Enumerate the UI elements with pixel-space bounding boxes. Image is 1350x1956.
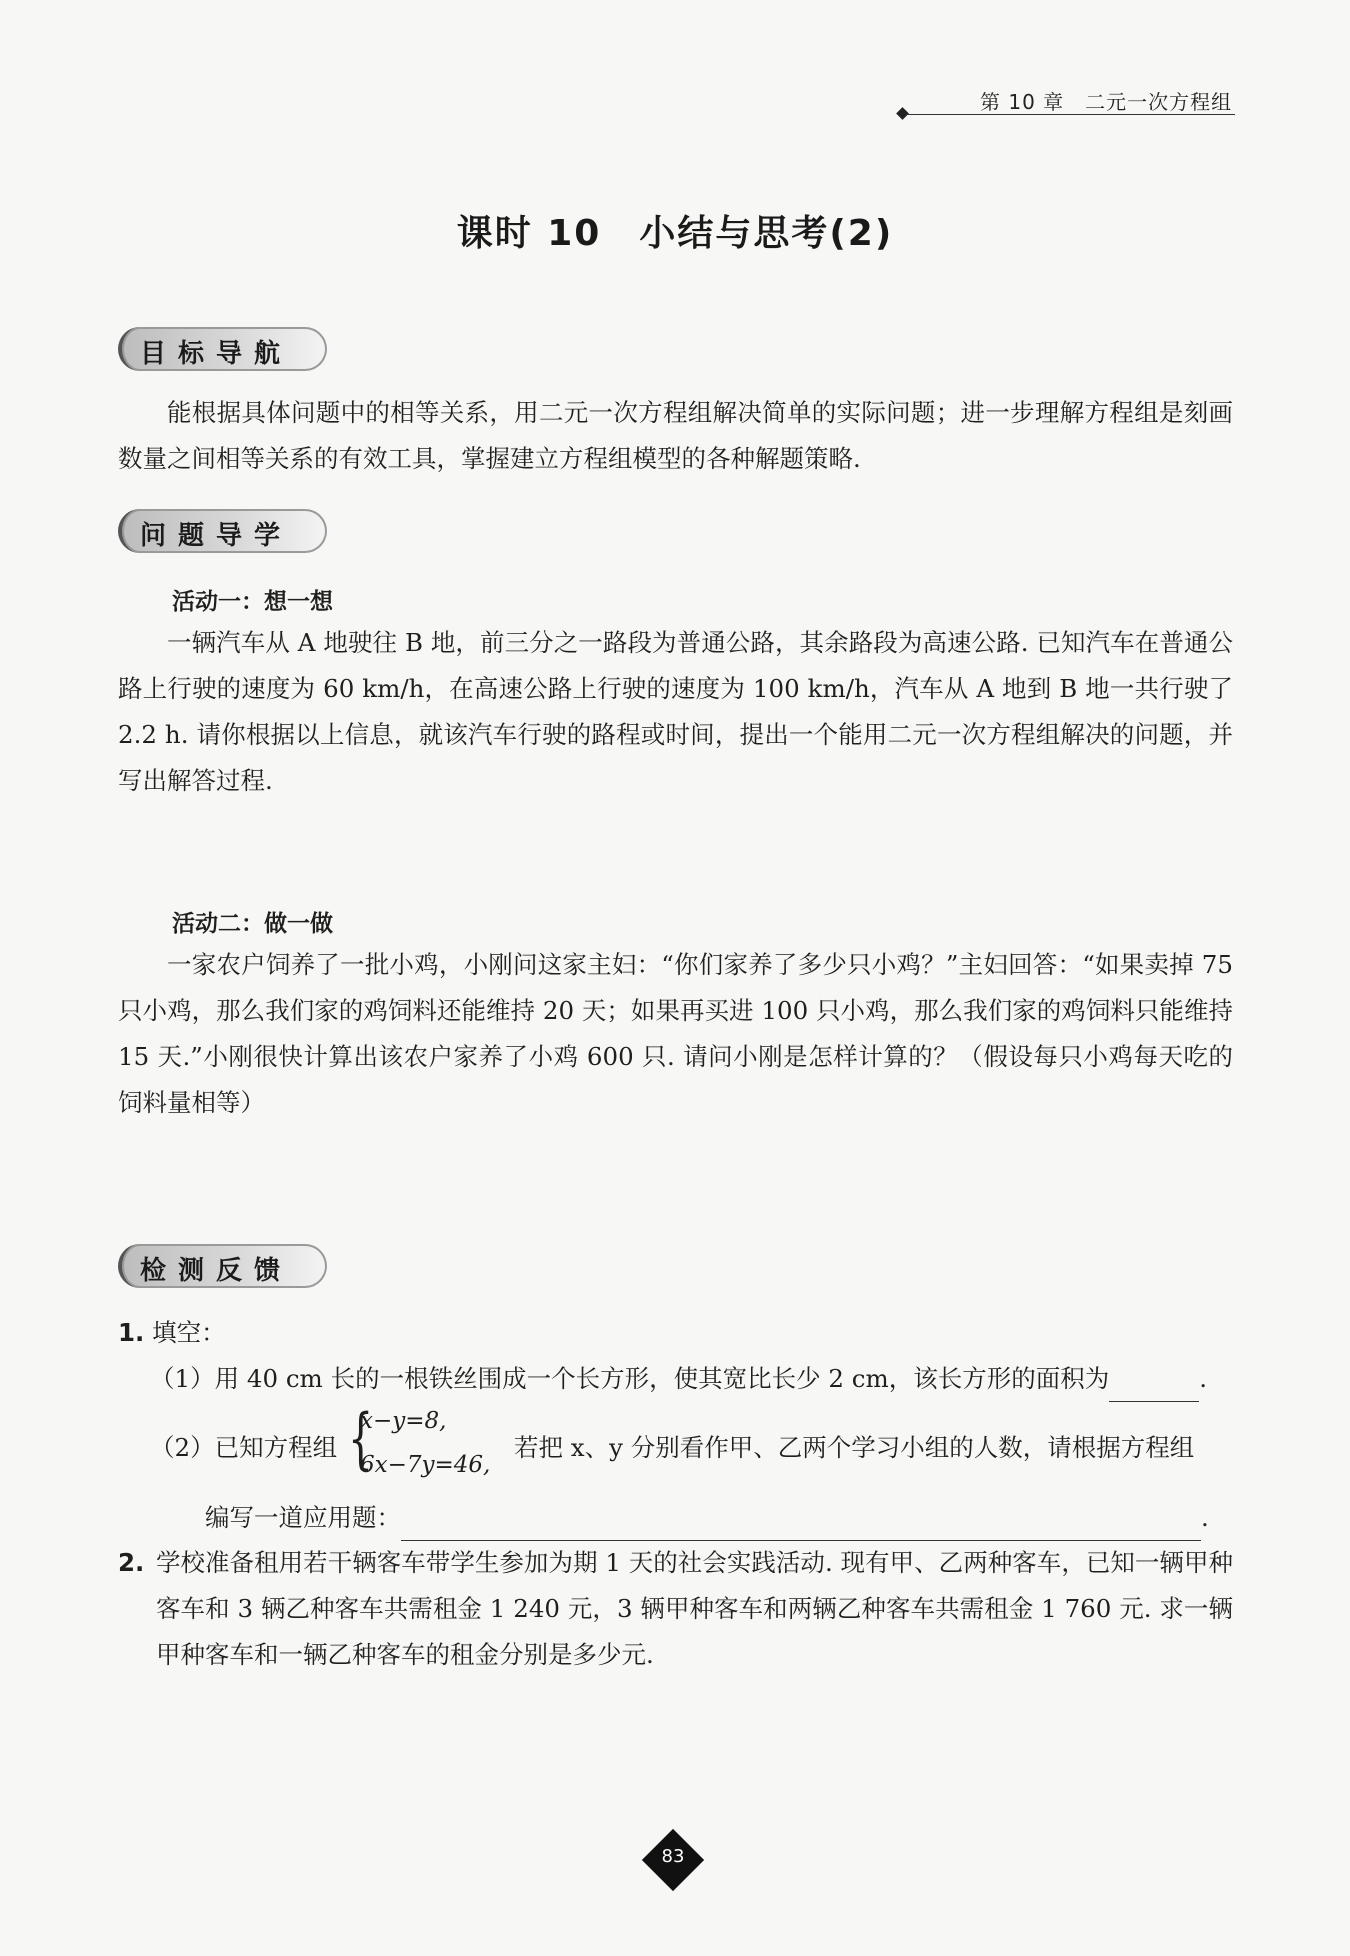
equation-line-2: 6x−7y=46, (360, 1452, 491, 1478)
section-tag-problems (118, 509, 327, 553)
equation-line-1: x−y=8, (360, 1408, 447, 1434)
chapter-header: 第 10 章 二元一次方程组 (980, 90, 1233, 114)
section-tag-label: 检测反馈 (140, 1256, 293, 1286)
question-1-part-1 (150, 1356, 1235, 1402)
section-tag-feedback (118, 1244, 327, 1288)
goals-text: 能根据具体问题中的相等关系，用二元一次方程组解决简单的实际问题；进一步理解方程组是刻画数量之间相等关系的有效工具，掌握建立方程组模型的各种解题策略. (118, 398, 1233, 473)
activity1-text: 一辆汽车从 A 地驶往 B 地，前三分之一路段为普通公路，其余路段为高速公路. 已知汽车在普通公路上行驶的速度为 60 km/h，在高速公路上行驶的速度为 100 km/h，汽车从 A 地到 B 地一共行驶了 2.2 h. 请你根据以上信息，就该汽车行驶的路程或时间，提出一个能用二元一次方程组解决的问题，并写出解答过程. (118, 628, 1233, 795)
activity1-label: 活动一：想一想 (172, 589, 333, 615)
answer-blank-area[interactable] (1109, 1371, 1199, 1402)
section-tag-label: 问题导学 (140, 521, 293, 551)
question-prompt: 填空： (152, 1318, 226, 1347)
question-1-heading (118, 1310, 226, 1356)
part2-end: . (1201, 1503, 1209, 1532)
part2-line2-text: 编写一道应用题： (205, 1503, 401, 1532)
lesson-title: 课时 10 小结与思考(2) (456, 213, 894, 254)
question-1-part-2-line-2 (205, 1495, 1235, 1541)
question-number: 1. (118, 1318, 145, 1347)
equation-brace: { (348, 1400, 374, 1477)
section-tag-goals (118, 327, 327, 371)
part1-text: （1）用 40 cm 长的一根铁丝围成一个长方形，使其宽比长少 2 cm，该长方形的面积为 (150, 1364, 1110, 1393)
section-tag-label: 目标导航 (140, 339, 293, 369)
part2-pre-text: （2）已知方程组 (150, 1433, 338, 1462)
activity2-text: 一家农户饲养了一批小鸡，小刚问这家主妇：“你们家养了多少只小鸡？”主妇回答：“如果卖掉 75 只小鸡，那么我们家的鸡饲料还能维持 20 天；如果再买进 100 只小鸡，那么我们家的鸡饲料只能维持 15 天.”小刚很快计算出该农户家养了小鸡 600 只. 请问小刚是怎样计算的？（假设每只小鸡每天吃的饲料量相等） (118, 950, 1233, 1117)
answer-blank-word-problem[interactable] (401, 1510, 1201, 1541)
part2-post-text: 若把 x、y 分别看作甲、乙两个学习小组的人数，请根据方程组 (514, 1433, 1195, 1462)
part1-end: . (1199, 1364, 1207, 1393)
page-number: 83 (661, 1846, 685, 1867)
question-number: 2. (118, 1548, 145, 1577)
question-2-text: 学校准备租用若干辆客车带学生参加为期 1 天的社会实践活动. 现有甲、乙两种客车，已知一辆甲种客车和 3 辆乙种客车共需租金 1 240 元，3 辆甲种客车和两辆乙种客车共需租金 1 760 元. 求一辆甲种客车和一辆乙种客车的租金分别是多少元. (156, 1548, 1233, 1669)
activity2-label: 活动二：做一做 (172, 911, 333, 937)
